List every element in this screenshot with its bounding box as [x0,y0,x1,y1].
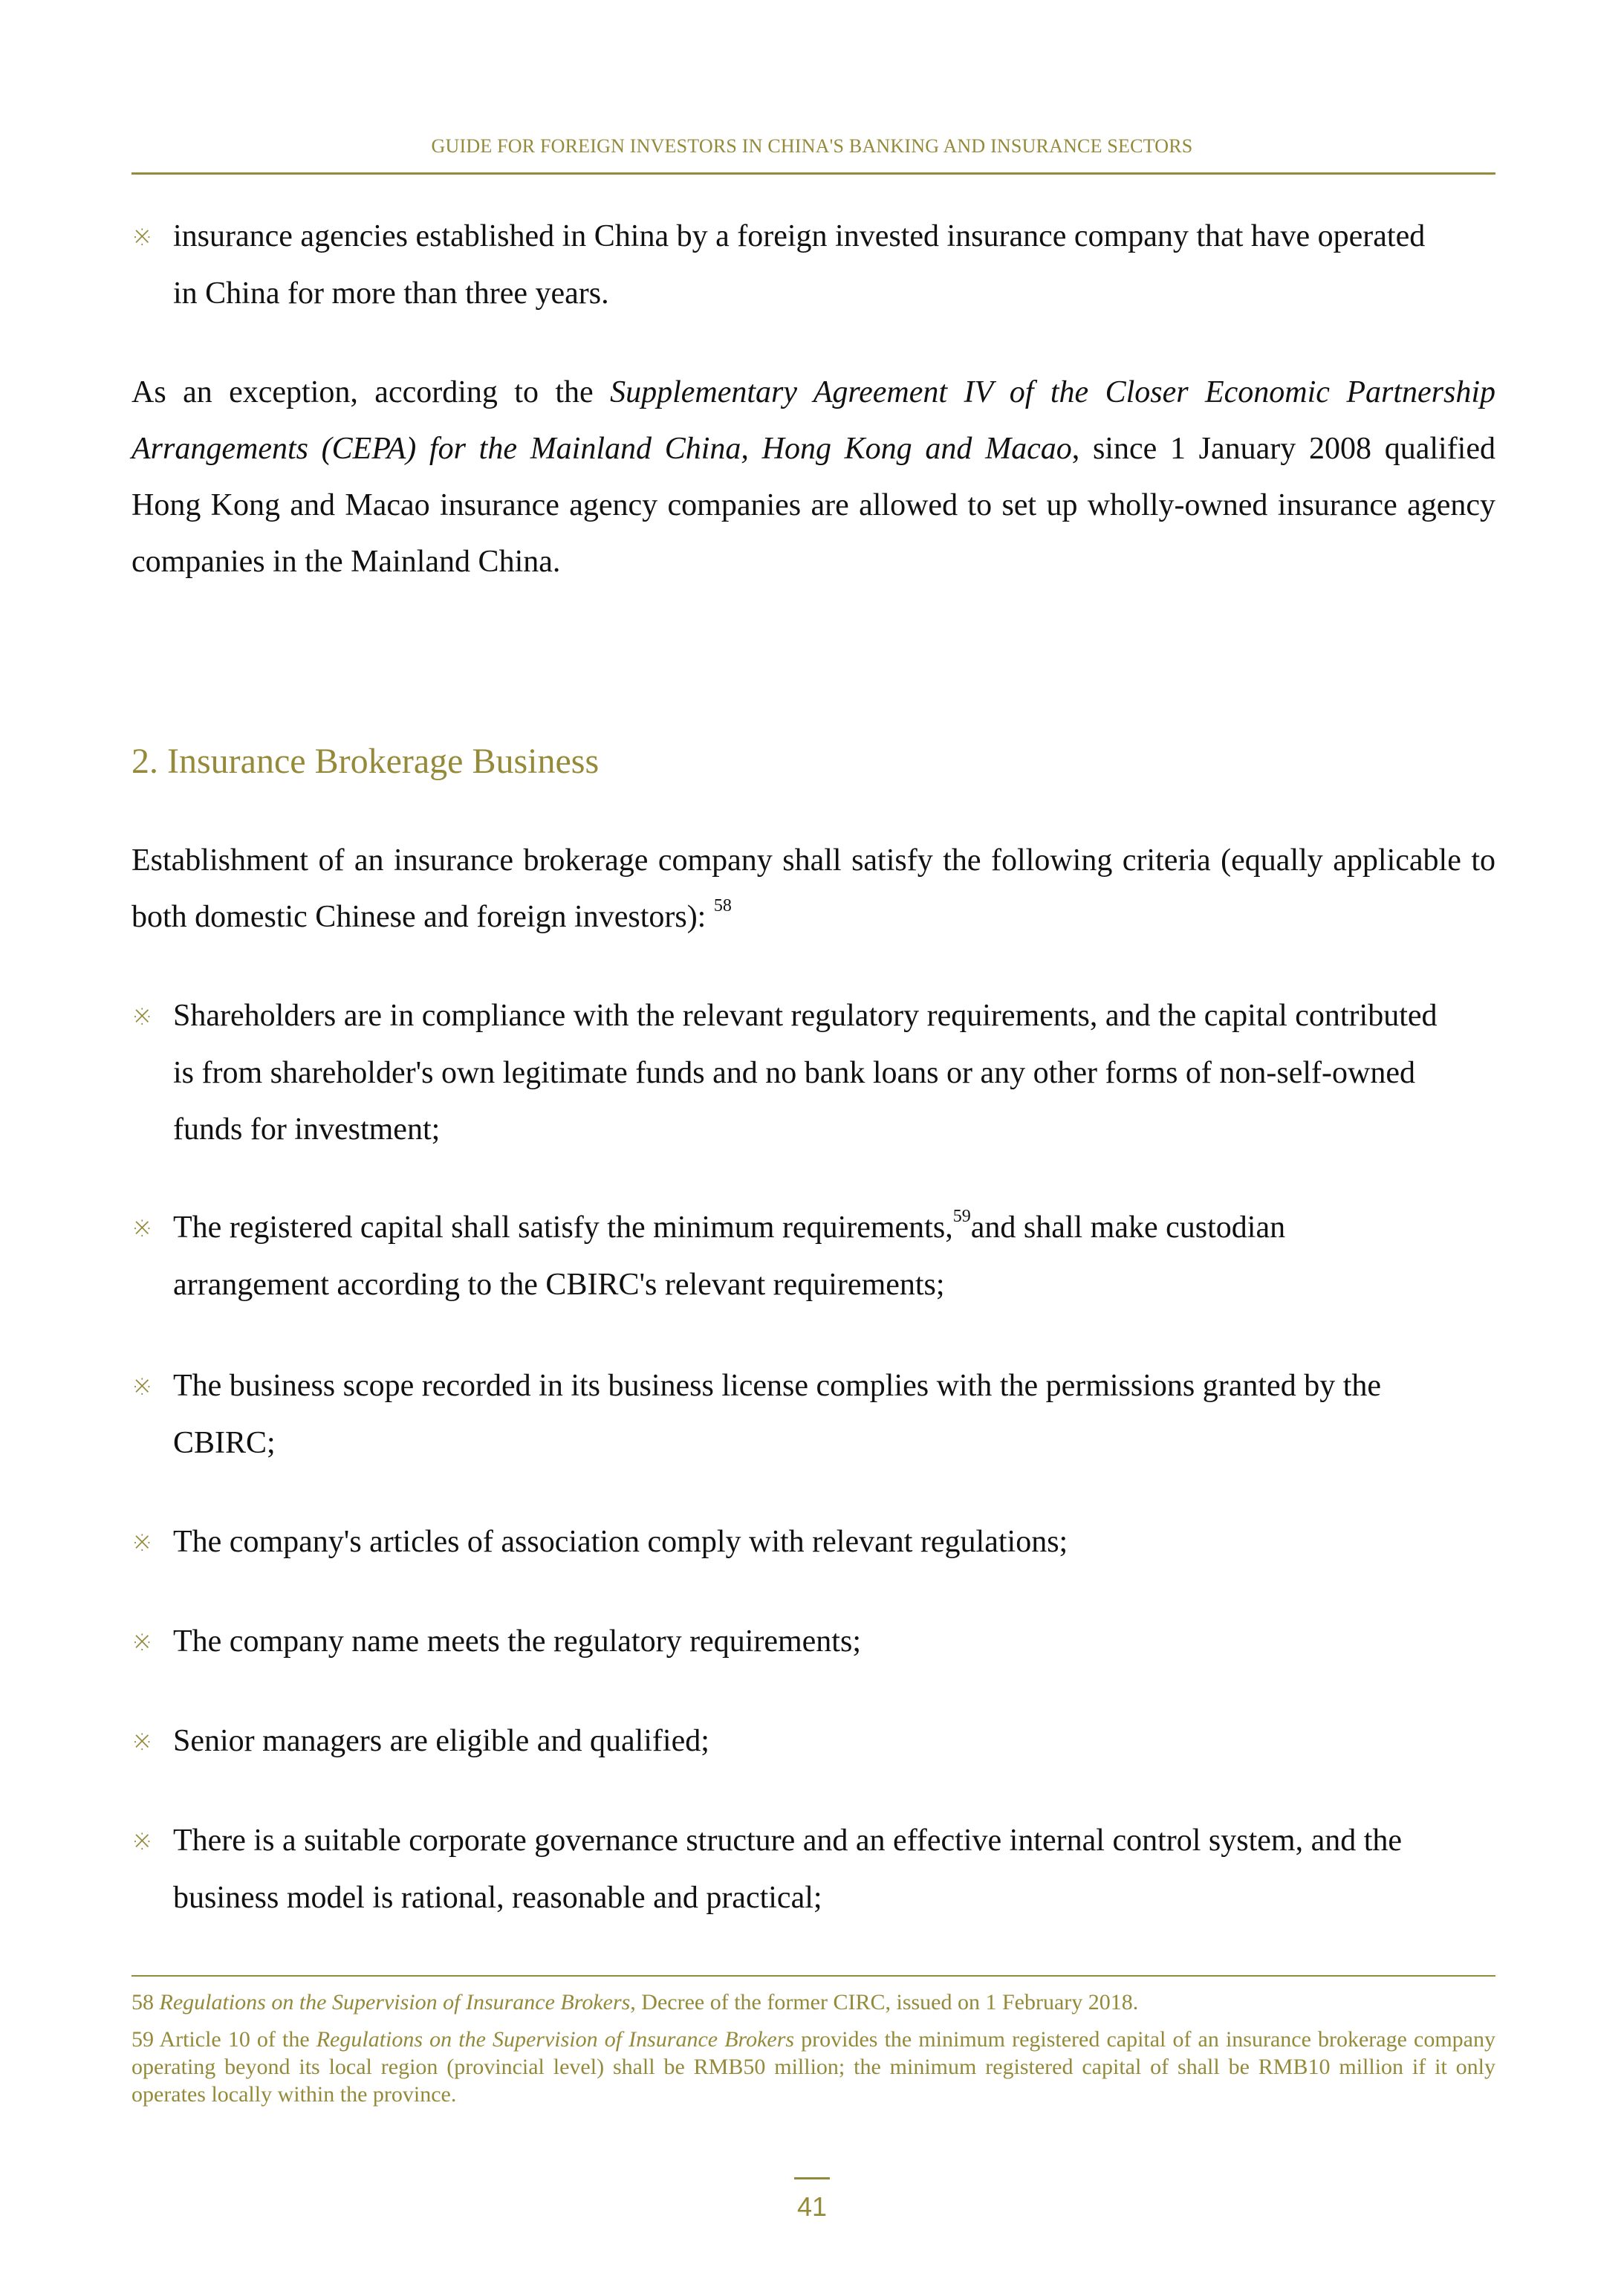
list-item-text: The business scope recorded in its business license complies with the permissions granted by the CBIRC; [173,1369,1382,1460]
cepa-agreement-title: Supplementary Agreement IV of the Closer Economic Partnership Arrangements (CEPA) for the Mainland China, Hong Kong and Macao [131,375,1496,466]
footnote-text: Article 10 of the [159,2027,316,2052]
page-number: 41 [796,2191,828,2222]
list-item [131,1613,1495,1670]
reference-mark-icon: ※ [131,222,153,252]
paragraph-text: Establishment of an insurance brokerage company shall satisfy the following criteria (equally applicable to both domestic Chinese and foreign investors): [131,843,1495,934]
list-item-text: There is a suitable corporate governance structure and an effective internal control system, and the business model is rational, reasonable and practical; [173,1824,1403,1915]
footnote-58 [131,1988,1495,2016]
list-item [131,1514,1495,1571]
list-item-text: Senior managers are eligible and qualified; [173,1724,709,1758]
reference-mark-icon: ※ [131,1727,153,1757]
list-item [131,1199,1439,1313]
reference-mark-icon: ※ [131,1002,153,1031]
list-item [131,1812,1461,1926]
list-item-carryover [131,208,1439,322]
section-intro [131,832,1495,945]
running-header: GUIDE FOR FOREIGN INVESTORS IN CHINA'S BANKING AND INSURANCE SECTORS [431,135,1193,157]
list-item-text: Shareholders are in compliance with the relevant regulatory requirements, and the capital contributed is from shareholder's own legitimate funds and no bank loans or any other forms of non-self-owned funds for investment; [173,999,1438,1147]
reference-mark-icon: ※ [131,1627,153,1657]
list-item [131,1713,1495,1770]
header-rule [131,172,1495,175]
paragraph-text: As an exception, according to the [131,375,611,409]
list-item-text: insurance agencies established in China by a foreign invested insurance company that have operated in China for more than three years. [173,219,1426,311]
footnote-citation-title: Regulations on the Supervision of Insurance Brokers [316,2027,795,2052]
section-heading: 2. Insurance Brokerage Business [131,742,600,781]
list-item [131,988,1439,1158]
footnote-number: 59 [131,2027,154,2052]
reference-mark-icon: ※ [131,1826,153,1856]
reference-mark-icon: ※ [131,1372,153,1401]
footnote-citation-title: Regulations on the Supervision of Insurance Brokers [159,1990,631,2014]
list-item-text: The company's articles of association comply with relevant regulations; [173,1525,1068,1559]
footnote-rule [131,1975,1495,1977]
paragraph-text: , since 1 January 2008 qualified Hong Kong and Macao insurance agency companies are allowed to set up wholly-owned insurance agency companies in the Mainland China. [131,432,1495,579]
reference-mark-icon: ※ [131,1528,153,1557]
list-item-text: and shall make custodian arrangement according to the CBIRC's relevant requirements; [173,1210,1286,1302]
footnote-text: provides the minimum registered capital of an insurance brokerage company operating beyond its local region (provincial level) shall be RMB50 million; the minimum registered capital of shall be RMB10 million if it only operates locally within the province. [131,2027,1495,2107]
list-item-text: The company name meets the regulatory requirements; [173,1624,861,1659]
footnote-text: , Decree of the former CIRC, issued on 1 February 2018. [630,1990,1139,2014]
footnote-ref-59[interactable]: 59 [952,1207,971,1226]
list-item [131,1358,1469,1471]
list-item-text: The registered capital shall satisfy the minimum requirements, [173,1210,953,1245]
footnote-ref-58[interactable]: 58 [713,896,732,915]
footnote-59 [131,2026,1495,2108]
footnote-number: 58 [131,1990,154,2014]
page-number-rule [794,2177,830,2179]
reference-mark-icon: ※ [131,1213,153,1243]
exception-paragraph [131,364,1495,590]
